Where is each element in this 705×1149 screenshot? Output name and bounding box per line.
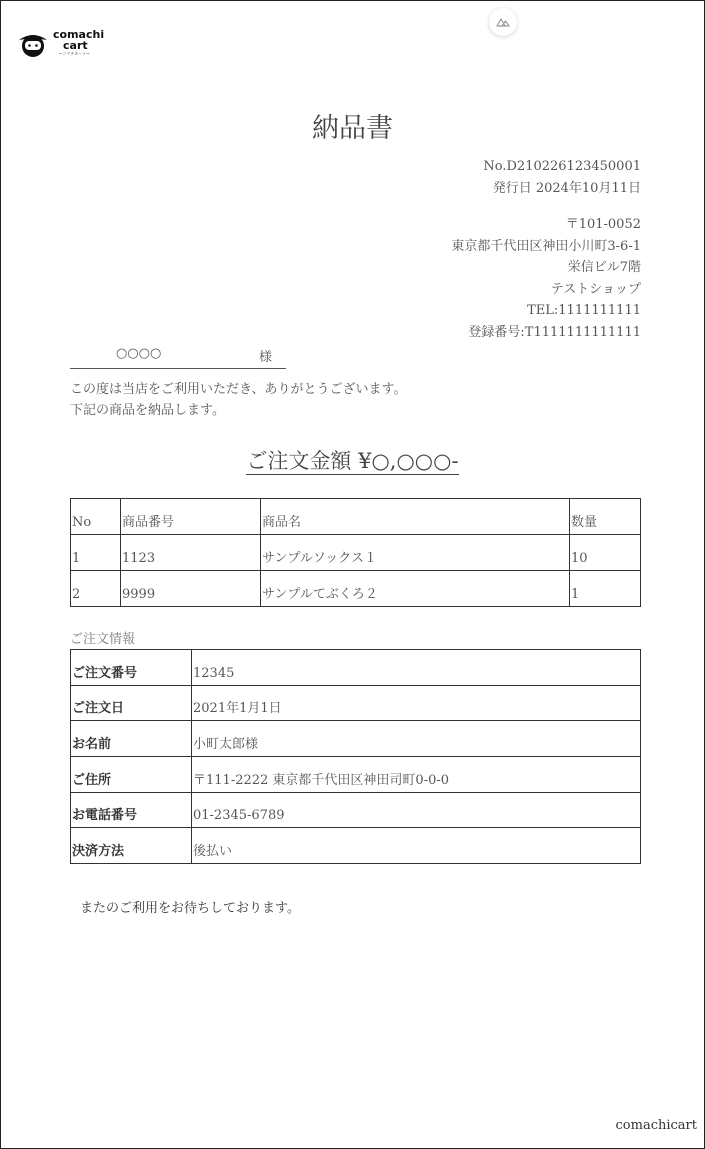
item-code: 1123 xyxy=(121,535,261,571)
shop-name: テストショップ xyxy=(550,281,641,297)
item-no: 2 xyxy=(71,571,121,607)
greeting-line2: 下記の商品を納品します。 xyxy=(70,403,225,418)
info-value: 12345 xyxy=(192,650,641,686)
info-value: 小町太郎様 xyxy=(192,721,641,757)
item-code: 9999 xyxy=(121,571,261,607)
info-key: お名前 xyxy=(71,721,192,757)
order-total xyxy=(0,445,705,475)
customer-name-line xyxy=(70,345,286,369)
document-title: 納品書 xyxy=(312,113,393,144)
header-name: 商品名 xyxy=(261,499,570,535)
info-value: 〒111-2222 東京都千代田区神田司町0-0-0 xyxy=(192,757,641,793)
order-info-table xyxy=(70,649,641,864)
item-qty: 10 xyxy=(570,535,641,571)
mountain-icon xyxy=(496,17,510,27)
table-row xyxy=(71,650,641,686)
shop-info xyxy=(451,214,641,343)
issue-date: 発行日 2024年10月11日 xyxy=(492,180,641,196)
items-table-header xyxy=(71,499,641,535)
item-name: サンプルてぶくろ２ xyxy=(261,571,570,607)
shop-postal: 〒101-0052 xyxy=(565,217,641,232)
brand-line2: cart xyxy=(63,39,88,52)
table-row xyxy=(71,685,641,721)
order-info-title: ご注文情報 xyxy=(70,632,136,647)
table-row xyxy=(71,721,641,757)
table-row xyxy=(71,757,641,793)
table-row xyxy=(71,792,641,828)
table-row xyxy=(71,535,641,571)
header-no: No xyxy=(71,499,121,535)
greeting-text xyxy=(70,379,406,421)
table-row xyxy=(71,828,641,864)
customer-name: ○○○○ xyxy=(116,346,162,361)
closing-message: またのご利用をお待ちしております。 xyxy=(80,901,300,916)
info-value: 01-2345-6789 xyxy=(192,792,641,828)
document-number: No.D210226123450001 xyxy=(483,159,641,174)
shop-tel: TEL:1111111111 xyxy=(527,303,641,318)
item-name: サンプルソックス１ xyxy=(261,535,570,571)
brand-line1: comachi xyxy=(53,28,105,41)
brand-logo xyxy=(16,26,104,60)
item-no: 1 xyxy=(71,535,121,571)
info-key: ご注文日 xyxy=(71,685,192,721)
item-qty: 1 xyxy=(570,571,641,607)
info-key: ご住所 xyxy=(71,757,192,793)
document-meta xyxy=(483,156,641,199)
table-row xyxy=(71,571,641,607)
brand-tagline: ~コマチカート~ xyxy=(59,51,90,56)
order-total-text: ご注文金額 ¥○,○○○- xyxy=(246,449,459,473)
collapse-toggle-button[interactable] xyxy=(489,8,517,36)
shop-registration: 登録番号:T1111111111111 xyxy=(468,324,641,340)
items-table xyxy=(70,498,641,607)
info-key: 決済方法 xyxy=(71,828,192,864)
shop-address: 東京都千代田区神田小川町3-6-1 xyxy=(451,238,641,254)
shop-building: 栄信ビル7階 xyxy=(567,260,641,275)
info-value: 後払い xyxy=(192,828,641,864)
info-key: お電話番号 xyxy=(71,792,192,828)
mascot-icon xyxy=(16,26,50,60)
footer-brand: comachicart xyxy=(615,1118,697,1133)
customer-honorific: 様 xyxy=(259,350,273,365)
header-code: 商品番号 xyxy=(121,499,261,535)
info-key: ご注文番号 xyxy=(71,650,192,686)
greeting-line1: この度は当店をご利用いただき、ありがとうございます。 xyxy=(70,382,407,397)
header-qty: 数量 xyxy=(570,499,641,535)
info-value: 2021年1月1日 xyxy=(192,685,641,721)
